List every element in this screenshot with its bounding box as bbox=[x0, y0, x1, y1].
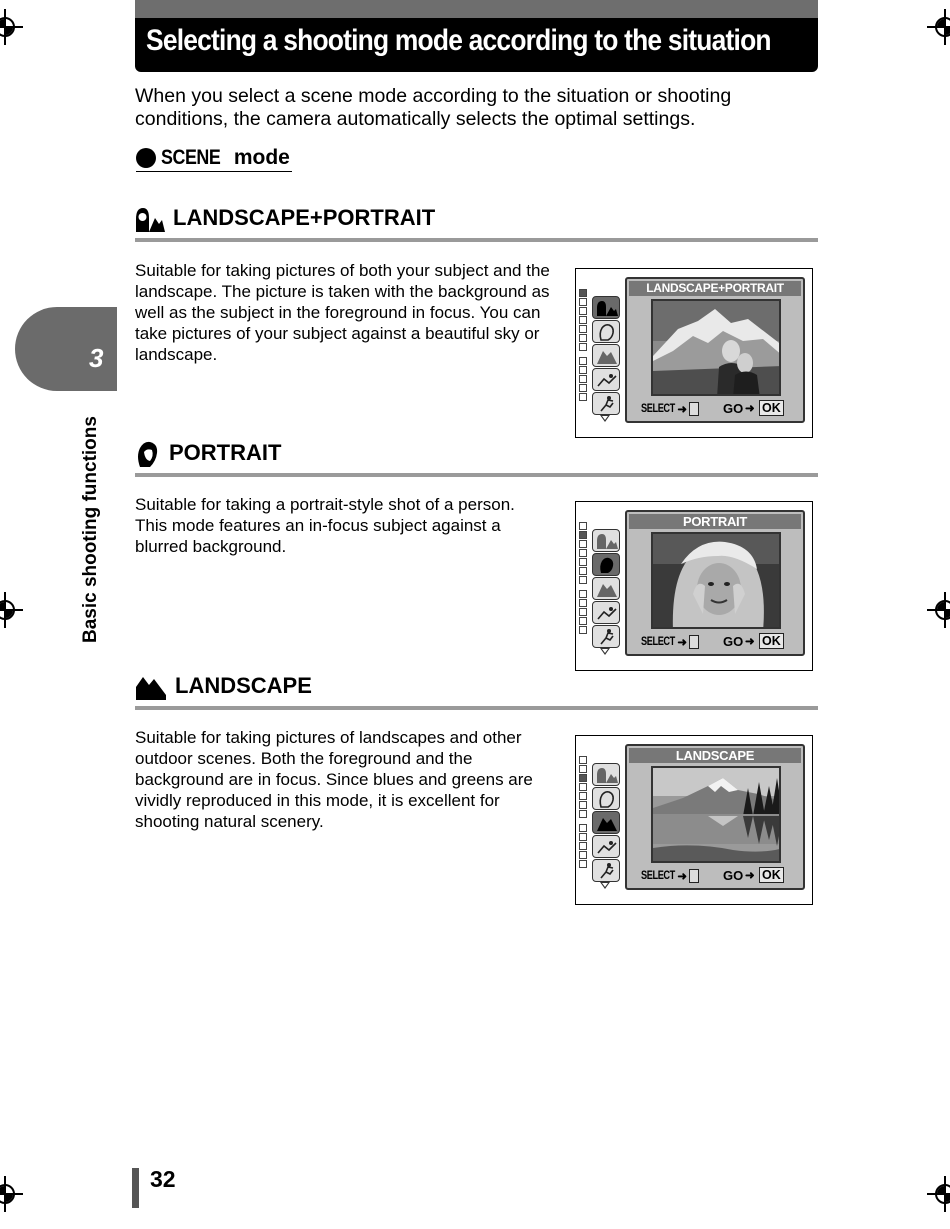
portrait-icon bbox=[592, 320, 620, 343]
scene-dial-icon bbox=[136, 148, 156, 168]
portrait-icon bbox=[592, 553, 620, 576]
section-title: LANDSCAPE+PORTRAIT bbox=[173, 205, 436, 230]
mode-indicator-squares bbox=[579, 289, 588, 402]
landscape-icon bbox=[592, 577, 620, 600]
portrait-icon bbox=[592, 787, 620, 810]
camera-screen-landscape bbox=[575, 735, 813, 905]
mode-label: LANDSCAPE bbox=[629, 748, 801, 763]
select-label: SELECT bbox=[641, 636, 675, 648]
title-bar-top-strip bbox=[135, 0, 818, 18]
portrait-icon bbox=[135, 440, 161, 468]
go-label: GO bbox=[723, 868, 744, 883]
registration-mark-top-left bbox=[0, 9, 23, 45]
lcd-display bbox=[625, 510, 805, 656]
night-scene-icon bbox=[592, 835, 620, 858]
sport-icon bbox=[592, 859, 620, 882]
scene-icon-list bbox=[592, 529, 622, 649]
up-down-button-icon bbox=[689, 402, 699, 416]
screen-footer bbox=[641, 867, 801, 885]
up-down-button-icon bbox=[689, 635, 699, 649]
intro-text: When you select a scene mode according to the situation or shooting conditions, the camera automatically selects the optimal settings. bbox=[135, 85, 732, 130]
sport-icon bbox=[592, 392, 620, 415]
registration-mark-mid-left bbox=[0, 592, 23, 628]
page-title-bar bbox=[135, 0, 818, 72]
section-description: Suitable for taking pictures of both your subject and the landscape. The picture is taken with the background as well as the subject in the foreground in focus. You can take pictures of your subject against a beautiful sky or landscape. bbox=[135, 261, 550, 364]
screen-footer bbox=[641, 400, 801, 418]
go-label: GO bbox=[723, 401, 744, 416]
arrow-right-icon: ➜ bbox=[677, 404, 688, 416]
arrow-right-icon: ➜ bbox=[745, 636, 755, 648]
registration-mark-top-right bbox=[927, 9, 950, 45]
arrow-right-icon: ➜ bbox=[745, 403, 755, 415]
section-description: Suitable for taking pictures of landscapes and other outdoor scenes. Both the foreground and the background are in focus. Since blues and greens are vividly reproduced in this mode, it is excellent for shooting natural scenery. bbox=[135, 728, 533, 831]
chapter-tab bbox=[15, 307, 117, 391]
arrow-right-icon: ➜ bbox=[745, 870, 755, 882]
page-number-bar bbox=[132, 1168, 139, 1208]
mode-indicator-squares bbox=[579, 756, 588, 869]
mode-indicator-squares bbox=[579, 522, 588, 635]
landscape-portrait-icon bbox=[592, 763, 620, 786]
screen-footer bbox=[641, 633, 801, 651]
ok-button-label: OK bbox=[759, 633, 784, 649]
scene-heading-prefix: SCENE bbox=[161, 145, 221, 169]
lcd-display bbox=[625, 277, 805, 423]
sport-icon bbox=[592, 625, 620, 648]
mode-label: LANDSCAPE+PORTRAIT bbox=[629, 281, 801, 296]
go-label: GO bbox=[723, 634, 744, 649]
ok-button-label: OK bbox=[759, 867, 784, 883]
lcd-display bbox=[625, 744, 805, 890]
select-label: SELECT bbox=[641, 403, 675, 415]
select-label: SELECT bbox=[641, 870, 675, 882]
landscape-portrait-icon bbox=[592, 296, 620, 319]
chapter-label: Basic shooting functions bbox=[80, 416, 101, 643]
page-title: Selecting a shooting mode according to the situation bbox=[146, 24, 771, 57]
section-heading-landscape bbox=[135, 673, 818, 710]
landscape-icon bbox=[135, 673, 167, 701]
camera-screen-landscape-portrait bbox=[575, 268, 813, 438]
landscape-portrait-icon bbox=[135, 205, 165, 233]
registration-mark-bottom-left bbox=[0, 1176, 23, 1212]
mode-label: PORTRAIT bbox=[629, 514, 801, 529]
section-description: Suitable for taking a portrait-style shot of a person. This mode features an in-focus subject against a blurred background. bbox=[135, 495, 515, 556]
section-heading-portrait bbox=[135, 440, 818, 477]
section-title: LANDSCAPE bbox=[175, 673, 312, 698]
sample-photo-landscape bbox=[651, 766, 781, 863]
arrow-right-icon: ➜ bbox=[677, 637, 688, 649]
page-number: 32 bbox=[150, 1166, 176, 1192]
camera-screen-portrait bbox=[575, 501, 813, 671]
section-heading-landscape-portrait bbox=[135, 205, 818, 242]
sample-photo-portrait bbox=[651, 532, 781, 629]
scene-mode-heading bbox=[136, 144, 292, 172]
scene-icon-list bbox=[592, 763, 622, 883]
night-scene-icon bbox=[592, 601, 620, 624]
arrow-right-icon: ➜ bbox=[677, 871, 688, 883]
landscape-icon bbox=[592, 344, 620, 367]
registration-mark-bottom-right bbox=[927, 1176, 950, 1212]
registration-mark-mid-right bbox=[927, 592, 950, 628]
night-scene-icon bbox=[592, 368, 620, 391]
scene-heading-suffix: mode bbox=[233, 145, 290, 169]
sample-photo-landscape-portrait bbox=[651, 299, 781, 396]
landscape-portrait-icon bbox=[592, 529, 620, 552]
landscape-icon bbox=[592, 811, 620, 834]
chapter-number: 3 bbox=[89, 343, 104, 373]
up-down-button-icon bbox=[689, 869, 699, 883]
ok-button-label: OK bbox=[759, 400, 784, 416]
section-title: PORTRAIT bbox=[169, 440, 282, 465]
scene-icon-list bbox=[592, 296, 622, 416]
